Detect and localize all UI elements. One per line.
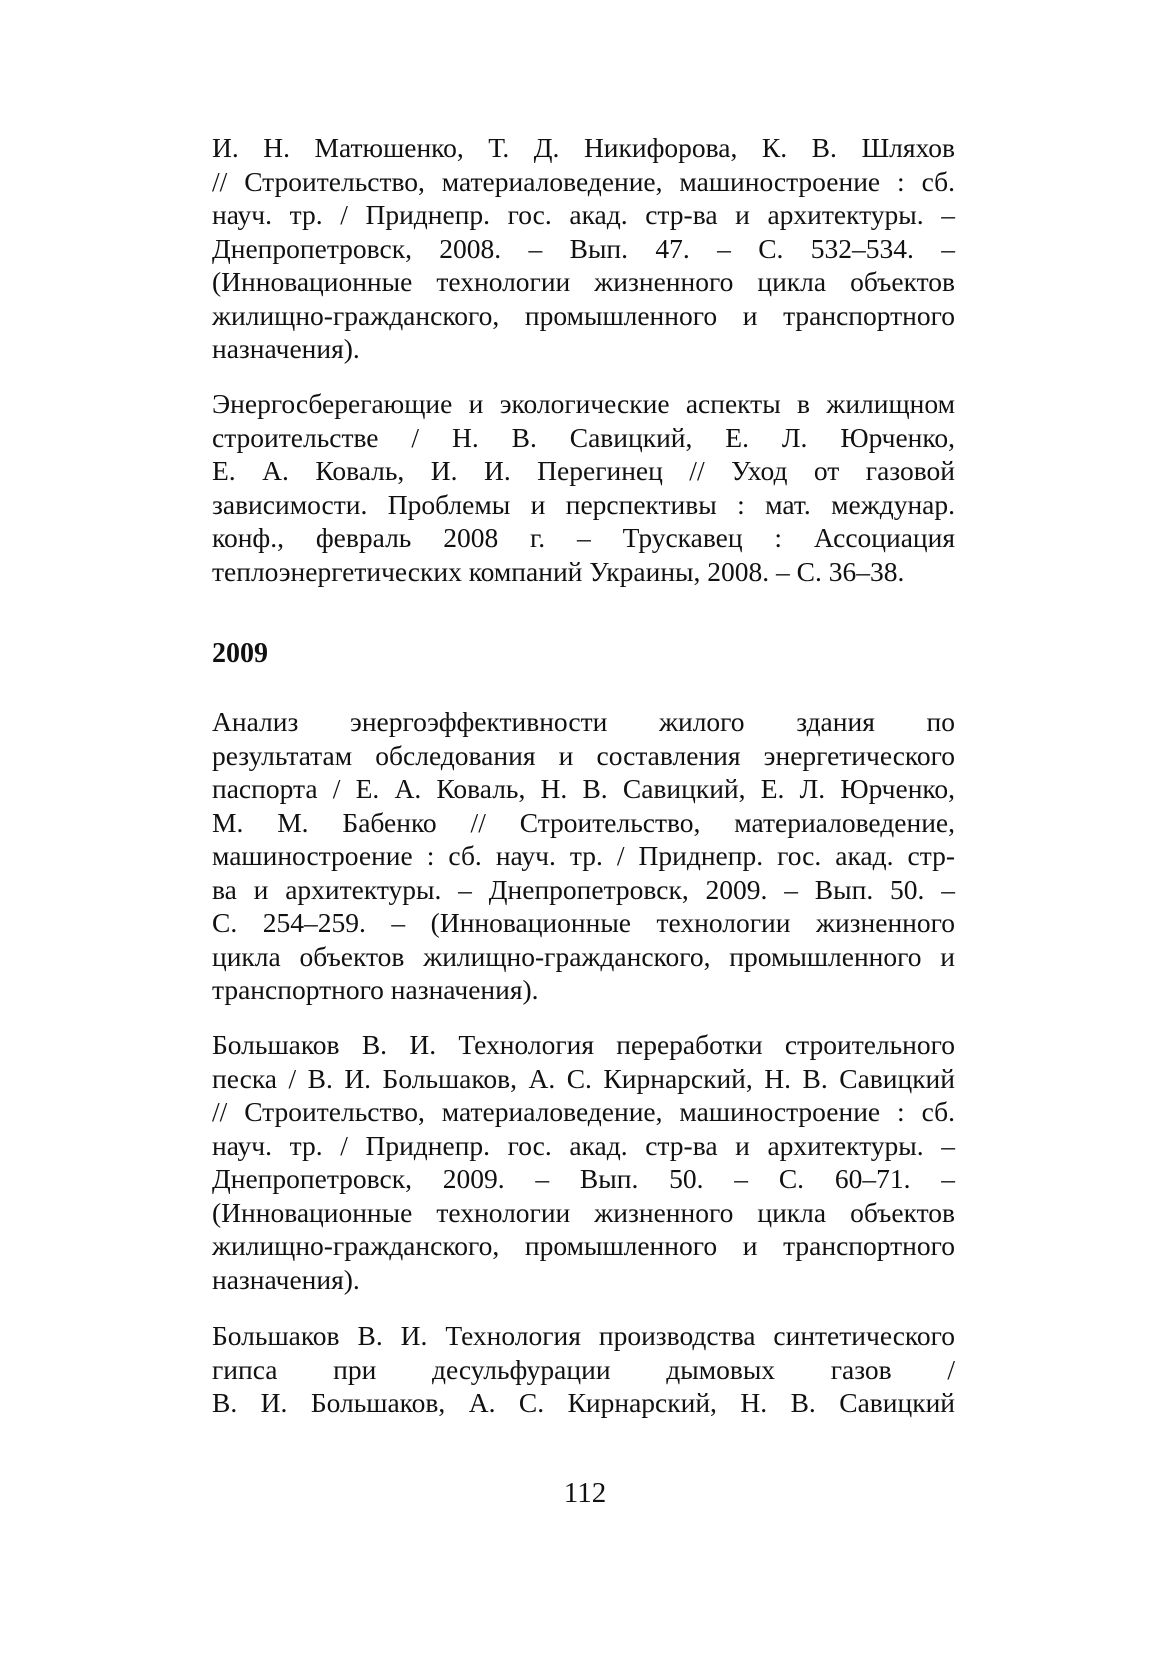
entry-line: Большаков В. И. Технология производства синтетического — [212, 1320, 955, 1351]
entry-line: науч. тр. / Приднепр. гос. акад. стр-ва и архитектуры. – — [212, 1129, 955, 1161]
entry-line: конф., февраль 2008 г. – Трускавец : Ассоциация — [212, 522, 955, 553]
entry-line: цикла объектов жилищно-гражданского, промышленного и — [212, 940, 955, 972]
bibliography-entry — [212, 387, 955, 588]
entry-line: жилищно-гражданского, промышленного и транспортного — [212, 299, 955, 331]
bibliography-entry — [212, 131, 955, 366]
entry-line: назначения). — [212, 333, 360, 364]
entry-line: песка / В. И. Большаков, А. С. Кирнарский, Н. В. Савицкий — [212, 1062, 955, 1094]
entry-line: строительстве / Н. В. Савицкий, Е. Л. Юрченко, — [212, 421, 955, 453]
entry-line: Большаков В. И. Технология переработки строительного — [212, 1029, 955, 1060]
year-heading: 2009 — [212, 638, 268, 669]
entry-line: теплоэнергетических компаний Украины, 2008. – С. 36–38. — [212, 555, 905, 587]
entry-line: С. 254–259. – (Инновационные технологии жизненного — [212, 907, 955, 938]
entry-line: паспорта / Е. А. Коваль, Н. В. Савицкий, Е. Л. Юрченко, — [212, 773, 955, 804]
entry-line: науч. тр. / Приднепр. гос. акад. стр-ва и архитектуры. – — [212, 199, 955, 230]
bibliography-entry — [212, 1319, 955, 1420]
page-number: 112 — [563, 1477, 607, 1509]
entry-line: (Инновационные технологии жизненного цикла объектов — [212, 266, 955, 297]
entry-line: Энергосберегающие и экологические аспекты в жилищном — [212, 388, 955, 419]
entry-line: В. И. Большаков, А. С. Кирнарский, Н. В. Савицкий — [212, 1387, 955, 1418]
entry-line: ва и архитектуры. – Днепропетровск, 2009. – Вып. 50. – — [212, 873, 955, 905]
bibliography-entry — [212, 705, 955, 1007]
entry-line: // Строительство, материаловедение, машиностроение : сб. — [212, 165, 955, 197]
entry-line: жилищно-гражданского, промышленного и транспортного — [212, 1230, 955, 1261]
entry-line: назначения). — [212, 1263, 360, 1295]
entry-line: результатам обследования и составления энергетического — [212, 739, 955, 771]
entry-line: гипса при десульфурации дымовых газов / — [212, 1353, 955, 1385]
entry-line: машиностроение : сб. науч. тр. / Приднепр. гос. акад. стр- — [212, 840, 955, 871]
entry-line: Е. А. Коваль, И. И. Перегинец // Уход от газовой — [212, 455, 955, 486]
entry-line: Днепропетровск, 2009. – Вып. 50. – С. 60–71. – — [212, 1163, 955, 1194]
entry-line: М. М. Бабенко // Строительство, материаловедение, — [212, 806, 955, 838]
entry-line: Днепропетровск, 2008. – Вып. 47. – С. 532–534. – — [212, 232, 955, 264]
entry-line: Анализ энергоэффективности жилого здания по — [212, 706, 955, 737]
entry-line: И. Н. Матюшенко, Т. Д. Никифорова, К. В. Шляхов — [212, 132, 955, 163]
bibliography-entry — [212, 1028, 955, 1296]
entry-line: транспортного назначения). — [212, 974, 539, 1005]
entry-line: // Строительство, материаловедение, машиностроение : сб. — [212, 1096, 955, 1127]
entry-line: (Инновационные технологии жизненного цикла объектов — [212, 1196, 955, 1228]
entry-line: зависимости. Проблемы и перспективы : мат. междунар. — [212, 488, 955, 520]
